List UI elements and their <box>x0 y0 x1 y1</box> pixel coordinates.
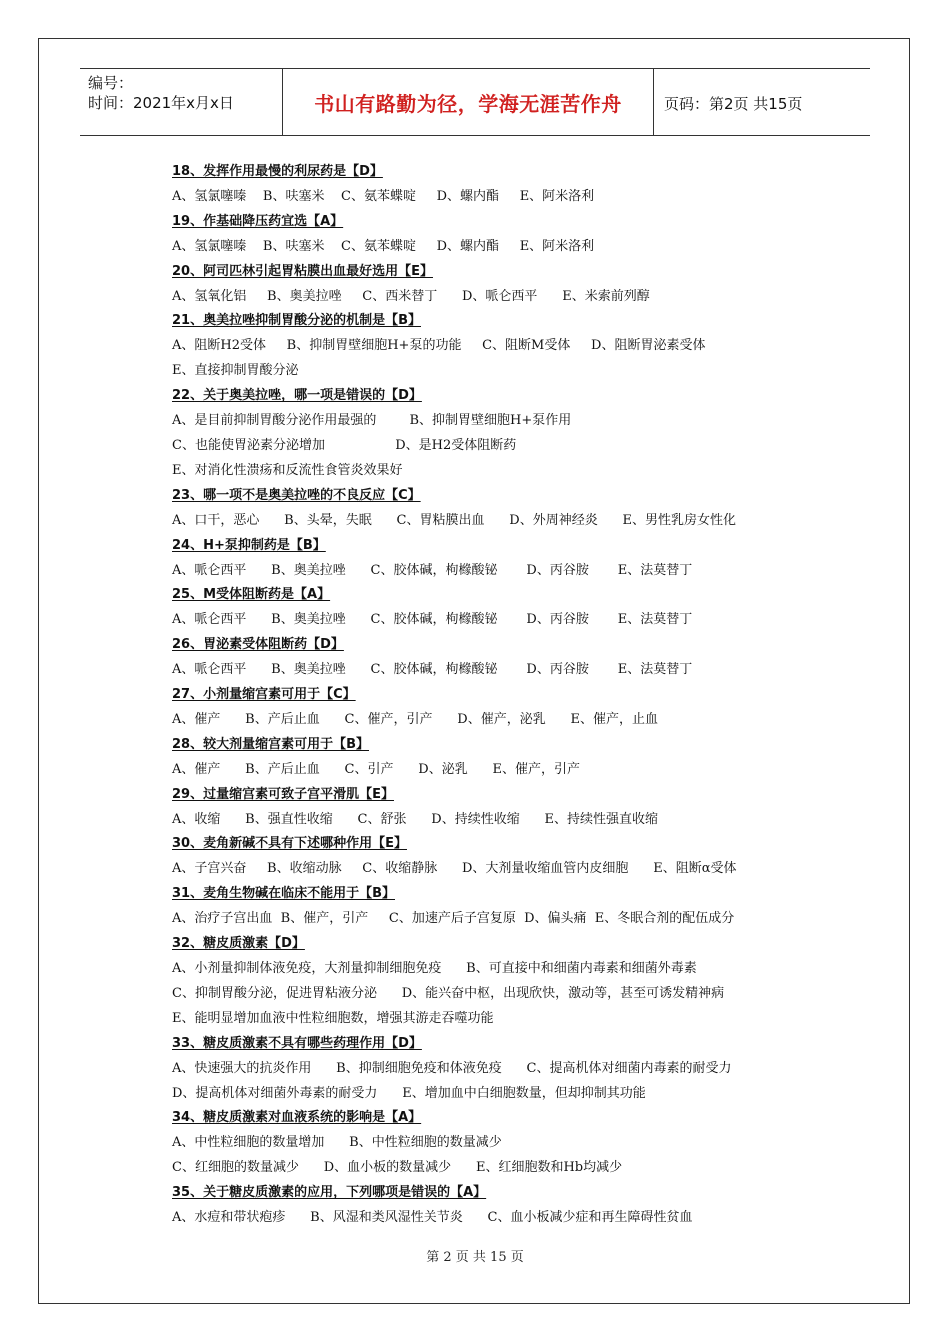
question-options: E、能明显增加血液中性粒细胞数，增强其游走吞噬功能 <box>172 1010 494 1026</box>
question-options: A、子宫兴奋 B、收缩动脉 C、收缩静脉 D、大剂量收缩血管内皮细胞 E、阻断α受体 <box>172 861 737 877</box>
question-options: A、哌仑西平 B、奥美拉唑 C、胶体碱，枸橼酸铋 D、丙谷胺 E、法莫替丁 <box>172 562 693 578</box>
question-options: A、哌仑西平 B、奥美拉唑 C、胶体碱，枸橼酸铋 D、丙谷胺 E、法莫替丁 <box>172 662 693 678</box>
question-options: D、提高机体对细菌外毒素的耐受力 E、增加血中白细胞数量，但却抑制其功能 <box>172 1085 646 1101</box>
question-options: A、氢氯噻嗪 B、呋塞米 C、氨苯蝶啶 D、螺内酯 E、阿米洛利 <box>172 238 595 254</box>
question-options: A、阻断H2受体 B、抑制胃壁细胞H+泵的功能 C、阻断M受体 D、阻断胃泌素受体 <box>172 338 706 354</box>
question-title: 18、发挥作用最慢的利尿药是【D】 <box>172 164 383 179</box>
question-title: 33、糖皮质激素不具有哪些药理作用【D】 <box>172 1035 422 1051</box>
question-options: A、口干，恶心 B、头晕，失眠 C、胃粘膜出血 D、外周神经炎 E、男性乳房女性化 <box>172 512 736 528</box>
question-options: E、对消化性溃疡和反流性食管炎效果好 <box>172 462 403 478</box>
question-options: A、催产 B、产后止血 C、引产 D、泌乳 E、催产，引产 <box>172 761 580 777</box>
page-header <box>80 68 870 136</box>
motto: 书山有路勤为径，学海无涯苦作舟 <box>314 91 622 116</box>
question-options: A、小剂量抑制体液免疫，大剂量抑制细胞免疫 B、可直接中和细菌内毒素和细菌外毒素 <box>172 961 697 976</box>
question-options: E、直接抑制胃酸分泌 <box>172 363 299 379</box>
header-motto-cell <box>282 68 654 136</box>
question-title: 20、阿司匹林引起胃粘膜出血最好选用【E】 <box>172 263 433 279</box>
question-title: 25、M受体阻断药是【A】 <box>172 587 331 603</box>
question-title: 28、较大剂量缩宫素可用于【B】 <box>172 736 369 752</box>
question-options: A、中性粒细胞的数量增加 B、中性粒细胞的数量减少 <box>172 1135 502 1151</box>
question-title: 29、过量缩宫素可致子宫平滑肌【E】 <box>172 786 394 802</box>
question-options: A、水痘和带状疱疹 B、风湿和类风湿性关节炎 C、血小板减少症和再生障碍性贫血 <box>172 1210 693 1226</box>
question-title: 26、胃泌素受体阻断药【D】 <box>172 637 344 653</box>
question-options: C、抑制胃酸分泌，促进胃粘液分泌 D、能兴奋中枢，出现欣快，激动等，甚至可诱发精神病 <box>172 985 725 1001</box>
question-options: A、是目前抑制胃酸分泌作用最强的 B、抑制胃壁细胞H+泵作用 <box>172 413 572 429</box>
question-title: 30、麦角新碱不具有下述哪种作用【E】 <box>172 836 407 852</box>
question-list <box>172 160 872 1231</box>
date-label: 时间：2021年x月x日 <box>88 94 234 112</box>
question-options: A、哌仑西平 B、奥美拉唑 C、胶体碱，枸橼酸铋 D、丙谷胺 E、法莫替丁 <box>172 612 693 628</box>
question-title: 34、糖皮质激素对血液系统的影响是【A】 <box>172 1110 422 1126</box>
page-footer: 第 2 页 共 15 页 <box>426 1250 524 1265</box>
question-options: A、氢氯噻嗪 B、呋塞米 C、氨苯蝶啶 D、螺内酯 E、阿米洛利 <box>172 188 595 204</box>
question-options: C、也能使胃泌素分泌增加 D、是H2受体阻断药 <box>172 437 517 453</box>
question-options: A、快速强大的抗炎作用 B、抑制细胞免疫和体液免疫 C、提高机体对细菌内毒素的耐受力 <box>172 1060 732 1076</box>
question-title: 32、糖皮质激素【D】 <box>172 936 305 952</box>
question-options: A、收缩 B、强直性收缩 C、舒张 D、持续性收缩 E、持续性强直收缩 <box>172 811 658 827</box>
question-title: 21、奥美拉唑抑制胃酸分泌的机制是【B】 <box>172 313 421 329</box>
question-options: A、氢氧化铝 B、奥美拉唑 C、西米替丁 D、哌仑西平 E、米索前列醇 <box>172 288 650 304</box>
page-info: 页码：第2页 共15页 <box>664 94 803 113</box>
question-title: 35、关于糖皮质激素的应用，下列哪项是错误的【A】 <box>172 1185 487 1201</box>
question-options: A、治疗子宫出血 B、催产，引产 C、加速产后子宫复原 D、偏头痛 E、冬眠合剂的配伍成分 <box>172 911 735 927</box>
question-title: 19、作基础降压药宜选【A】 <box>172 213 344 229</box>
question-options: A、催产 B、产后止血 C、催产，引产 D、催产，泌乳 E、催产，止血 <box>172 711 658 727</box>
question-title: 23、哪一项不是奥美拉唑的不良反应【C】 <box>172 487 421 503</box>
question-title: 22、关于奥美拉唑，哪一项是错误的【D】 <box>172 388 422 404</box>
question-title: 24、H+泵抑制药是【B】 <box>172 537 326 553</box>
number-label: 编号： <box>88 74 134 92</box>
question-title: 31、麦角生物碱在临床不能用于【B】 <box>172 886 395 902</box>
question-title: 27、小剂量缩宫素可用于【C】 <box>172 687 356 703</box>
question-options: C、红细胞的数量减少 D、血小板的数量减少 E、红细胞数和Hb均减少 <box>172 1160 623 1176</box>
header-left <box>88 73 234 113</box>
